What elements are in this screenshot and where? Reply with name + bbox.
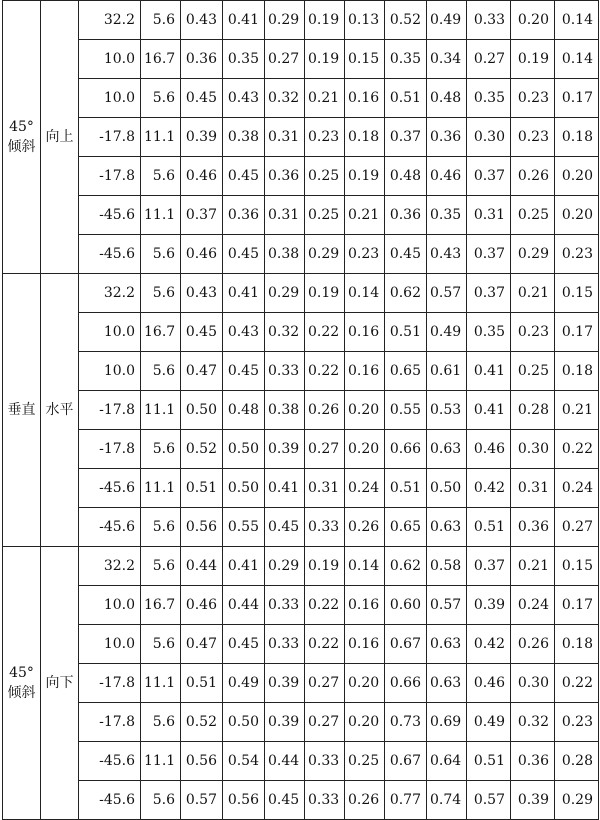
table-row: [3, 40, 599, 79]
table-cell: 0.41: [467, 391, 511, 430]
table-row: [3, 1, 599, 40]
table-cell: 0.36: [427, 118, 467, 157]
table-cell: 0.42: [467, 625, 511, 664]
table-cell: 0.67: [385, 742, 427, 781]
table-cell: 0.51: [467, 742, 511, 781]
table-cell: 0.27: [467, 40, 511, 79]
table-cell: 0.37: [181, 196, 223, 235]
table-cell: 0.21: [511, 274, 555, 313]
table-cell: 0.65: [385, 508, 427, 547]
table-cell: 0.20: [555, 196, 599, 235]
table-cell: 0.51: [181, 664, 223, 703]
table-cell: 0.36: [385, 196, 427, 235]
table-cell: 32.2: [79, 274, 141, 313]
table-cell: 0.50: [223, 703, 265, 742]
table-cell: 0.45: [223, 157, 265, 196]
table-cell: 5.6: [141, 79, 181, 118]
direction-label: 向下: [41, 547, 79, 820]
table-cell: -45.6: [79, 742, 141, 781]
table-cell: 0.58: [427, 547, 467, 586]
table-cell: 0.26: [305, 391, 345, 430]
table-cell: 0.56: [181, 508, 223, 547]
table-cell: 0.37: [467, 235, 511, 274]
table-cell: 0.29: [265, 547, 305, 586]
table-cell: 0.25: [345, 742, 385, 781]
table-cell: 5.6: [141, 625, 181, 664]
table-cell: 0.27: [555, 508, 599, 547]
table-cell: 0.24: [555, 469, 599, 508]
table-cell: 0.19: [305, 274, 345, 313]
table-cell: 0.74: [427, 781, 467, 820]
table-cell: 0.69: [427, 703, 467, 742]
table-cell: 0.50: [181, 391, 223, 430]
table-cell: 5.6: [141, 157, 181, 196]
table-cell: 0.14: [345, 547, 385, 586]
table-cell: 0.36: [181, 40, 223, 79]
table-cell: 0.46: [427, 157, 467, 196]
table-row: [3, 664, 599, 703]
table-cell: 0.57: [181, 781, 223, 820]
table-cell: 0.43: [181, 1, 223, 40]
table-row: [3, 586, 599, 625]
table-cell: 0.33: [265, 625, 305, 664]
table-cell: 0.18: [555, 625, 599, 664]
table-cell: 0.20: [555, 157, 599, 196]
table-cell: 0.53: [427, 391, 467, 430]
table-cell: 0.29: [305, 235, 345, 274]
table-cell: 0.19: [345, 157, 385, 196]
table-cell: 0.39: [181, 118, 223, 157]
table-cell: 10.0: [79, 625, 141, 664]
table-cell: 32.2: [79, 547, 141, 586]
table-cell: 16.7: [141, 586, 181, 625]
table-cell: 5.6: [141, 235, 181, 274]
table-cell: 0.27: [305, 430, 345, 469]
table-row: [3, 79, 599, 118]
table-cell: 0.35: [223, 40, 265, 79]
table-cell: 0.16: [345, 625, 385, 664]
table-cell: 0.26: [345, 508, 385, 547]
table-cell: 0.18: [555, 352, 599, 391]
table-cell: 0.14: [345, 274, 385, 313]
table-cell: 0.46: [467, 664, 511, 703]
table-cell: -17.8: [79, 118, 141, 157]
table-cell: 0.43: [181, 274, 223, 313]
table-cell: 0.45: [181, 79, 223, 118]
table-cell: 0.39: [265, 430, 305, 469]
table-cell: 32.2: [79, 1, 141, 40]
table-row: [3, 196, 599, 235]
table-cell: 0.45: [385, 235, 427, 274]
table-cell: 0.30: [511, 430, 555, 469]
table-cell: 0.25: [511, 352, 555, 391]
table-cell: 0.50: [427, 469, 467, 508]
table-cell: -17.8: [79, 391, 141, 430]
table-row: [3, 430, 599, 469]
table-cell: 0.17: [555, 586, 599, 625]
table-cell: 0.22: [555, 664, 599, 703]
table-cell: 0.38: [265, 391, 305, 430]
table-cell: 0.73: [385, 703, 427, 742]
table-row: [3, 469, 599, 508]
table-cell: 0.25: [305, 196, 345, 235]
table-cell: 0.49: [427, 1, 467, 40]
table-cell: 0.43: [223, 79, 265, 118]
table-cell: 0.21: [345, 196, 385, 235]
table-cell: 11.1: [141, 742, 181, 781]
table-row: [3, 703, 599, 742]
table-cell: 0.22: [305, 625, 345, 664]
table-cell: 0.26: [345, 781, 385, 820]
table-cell: 0.23: [555, 703, 599, 742]
table-cell: 0.29: [265, 274, 305, 313]
table-cell: 0.33: [265, 586, 305, 625]
table-cell: 0.49: [467, 703, 511, 742]
table-cell: 0.23: [555, 235, 599, 274]
table-cell: 0.51: [181, 469, 223, 508]
table-cell: 0.16: [345, 352, 385, 391]
table-cell: 5.6: [141, 547, 181, 586]
table-cell: 0.33: [467, 1, 511, 40]
table-cell: 0.22: [555, 430, 599, 469]
table-cell: 0.46: [181, 157, 223, 196]
table-cell: 0.41: [265, 469, 305, 508]
table-cell: 0.41: [223, 274, 265, 313]
table-cell: 0.55: [223, 508, 265, 547]
table-row: [3, 352, 599, 391]
table-cell: -17.8: [79, 157, 141, 196]
table-row: [3, 781, 599, 820]
table-cell: 0.45: [223, 352, 265, 391]
table-cell: 0.27: [305, 703, 345, 742]
table-cell: 0.24: [345, 469, 385, 508]
table-cell: 10.0: [79, 352, 141, 391]
table-cell: 0.57: [427, 586, 467, 625]
table-cell: 0.27: [305, 664, 345, 703]
table-cell: 0.48: [223, 391, 265, 430]
table-cell: -17.8: [79, 430, 141, 469]
table-cell: -45.6: [79, 469, 141, 508]
table-cell: 0.51: [467, 508, 511, 547]
table-cell: 0.33: [265, 352, 305, 391]
table-cell: 0.56: [181, 742, 223, 781]
table-cell: 10.0: [79, 313, 141, 352]
table-cell: 0.30: [511, 664, 555, 703]
table-cell: 11.1: [141, 469, 181, 508]
table-cell: 11.1: [141, 664, 181, 703]
table-cell: 0.37: [467, 547, 511, 586]
table-cell: 0.29: [511, 235, 555, 274]
table-cell: 0.23: [345, 235, 385, 274]
table-cell: 10.0: [79, 40, 141, 79]
table-cell: 0.41: [467, 352, 511, 391]
table-cell: 5.6: [141, 352, 181, 391]
table-cell: 0.61: [427, 352, 467, 391]
table-cell: 0.46: [181, 586, 223, 625]
table-row: [3, 157, 599, 196]
table-cell: 0.63: [427, 430, 467, 469]
table-cell: 0.45: [181, 313, 223, 352]
table-cell: 0.19: [511, 40, 555, 79]
table-cell: 0.54: [223, 742, 265, 781]
table-cell: 0.31: [265, 118, 305, 157]
table-cell: 0.20: [345, 664, 385, 703]
table-cell: 0.65: [385, 352, 427, 391]
table-cell: 0.37: [385, 118, 427, 157]
table-cell: 0.41: [223, 547, 265, 586]
table-cell: 0.43: [223, 313, 265, 352]
table-row: [3, 625, 599, 664]
table-cell: 0.14: [555, 1, 599, 40]
table-cell: 0.48: [427, 79, 467, 118]
table-row: [3, 547, 599, 586]
table-cell: 0.39: [511, 781, 555, 820]
table-cell: -45.6: [79, 196, 141, 235]
table-cell: 5.6: [141, 430, 181, 469]
table-cell: 0.32: [511, 703, 555, 742]
table-cell: 11.1: [141, 196, 181, 235]
table-cell: 0.26: [511, 625, 555, 664]
table-cell: 0.50: [223, 430, 265, 469]
table-cell: 0.17: [555, 79, 599, 118]
table-cell: 0.24: [511, 586, 555, 625]
table-cell: 0.16: [345, 586, 385, 625]
table-cell: 0.55: [385, 391, 427, 430]
table-cell: 0.67: [385, 625, 427, 664]
table-cell: -17.8: [79, 664, 141, 703]
table-cell: 0.57: [427, 274, 467, 313]
table-cell: 0.39: [265, 664, 305, 703]
table-cell: 0.23: [511, 118, 555, 157]
table-cell: 0.39: [265, 703, 305, 742]
orientation-label: 45° 倾斜: [3, 547, 41, 820]
table-cell: 0.36: [265, 157, 305, 196]
table-cell: 0.64: [427, 742, 467, 781]
table-cell: 10.0: [79, 79, 141, 118]
table-cell: 0.35: [467, 79, 511, 118]
table-cell: 16.7: [141, 313, 181, 352]
table-cell: 0.33: [305, 781, 345, 820]
table-cell: 10.0: [79, 586, 141, 625]
table-cell: 0.15: [555, 274, 599, 313]
table-cell: 0.49: [223, 664, 265, 703]
table-cell: 0.22: [305, 586, 345, 625]
table-cell: 0.52: [181, 703, 223, 742]
table-cell: 0.32: [265, 79, 305, 118]
table-cell: 0.50: [223, 469, 265, 508]
table-cell: 0.18: [555, 118, 599, 157]
table-cell: 0.63: [427, 625, 467, 664]
table-cell: 5.6: [141, 703, 181, 742]
table-cell: 0.20: [345, 703, 385, 742]
table-cell: 5.6: [141, 508, 181, 547]
table-cell: -45.6: [79, 781, 141, 820]
table-cell: 0.52: [181, 430, 223, 469]
table-cell: 0.66: [385, 430, 427, 469]
table-cell: 0.22: [305, 352, 345, 391]
table-cell: 0.16: [345, 313, 385, 352]
table-cell: 0.31: [305, 469, 345, 508]
table-cell: 5.6: [141, 274, 181, 313]
table-cell: 0.31: [511, 469, 555, 508]
orientation-label: 垂直: [3, 274, 41, 547]
table-cell: 0.23: [305, 118, 345, 157]
table-cell: 0.44: [265, 742, 305, 781]
table-cell: 0.22: [305, 313, 345, 352]
table-cell: 11.1: [141, 118, 181, 157]
table-cell: 0.25: [305, 157, 345, 196]
table-row: [3, 274, 599, 313]
table-cell: 0.66: [385, 664, 427, 703]
table-cell: 0.19: [305, 1, 345, 40]
table-cell: 0.52: [385, 1, 427, 40]
table-row: [3, 313, 599, 352]
table-cell: 0.38: [265, 235, 305, 274]
table-cell: 0.37: [467, 157, 511, 196]
table-cell: -45.6: [79, 235, 141, 274]
table-cell: 0.56: [223, 781, 265, 820]
table-cell: 16.7: [141, 40, 181, 79]
table-cell: -45.6: [79, 508, 141, 547]
direction-label: 向上: [41, 1, 79, 274]
table-cell: 0.21: [305, 79, 345, 118]
table-cell: 0.36: [511, 508, 555, 547]
table-cell: 0.60: [385, 586, 427, 625]
table-cell: 0.45: [223, 235, 265, 274]
table-cell: 0.25: [511, 196, 555, 235]
table-row: [3, 118, 599, 157]
table-cell: 0.45: [265, 508, 305, 547]
table-cell: 0.38: [223, 118, 265, 157]
table-cell: 0.17: [555, 313, 599, 352]
table-cell: 0.39: [467, 586, 511, 625]
table-cell: 0.35: [427, 196, 467, 235]
table-cell: 0.19: [305, 40, 345, 79]
table-cell: 0.35: [467, 313, 511, 352]
table-cell: 0.46: [181, 235, 223, 274]
table-cell: 0.37: [467, 274, 511, 313]
table-cell: 0.48: [385, 157, 427, 196]
orientation-label: 45° 倾斜: [3, 1, 41, 274]
table-cell: 0.15: [555, 547, 599, 586]
table-cell: 0.27: [265, 40, 305, 79]
table-cell: 0.45: [223, 625, 265, 664]
table-cell: 0.77: [385, 781, 427, 820]
table-cell: 0.34: [427, 40, 467, 79]
table-cell: 5.6: [141, 781, 181, 820]
table-cell: 0.62: [385, 547, 427, 586]
table-cell: 0.43: [427, 235, 467, 274]
table-cell: 0.20: [345, 430, 385, 469]
table-cell: 0.30: [467, 118, 511, 157]
table-cell: 0.23: [511, 79, 555, 118]
table-cell: 0.44: [181, 547, 223, 586]
table-cell: 0.57: [467, 781, 511, 820]
table-cell: 0.63: [427, 508, 467, 547]
table-cell: 0.31: [265, 196, 305, 235]
table-cell: 0.32: [265, 313, 305, 352]
table-cell: 0.21: [555, 391, 599, 430]
table-cell: 0.21: [511, 547, 555, 586]
table-cell: 0.42: [467, 469, 511, 508]
table-cell: 0.51: [385, 469, 427, 508]
table-cell: 0.13: [345, 1, 385, 40]
table-cell: 0.15: [345, 40, 385, 79]
table-cell: 0.41: [223, 1, 265, 40]
table-cell: 0.14: [555, 40, 599, 79]
table-cell: 0.44: [223, 586, 265, 625]
table-cell: 11.1: [141, 391, 181, 430]
table-cell: 0.62: [385, 274, 427, 313]
table-cell: 0.51: [385, 79, 427, 118]
table-cell: 0.23: [511, 313, 555, 352]
table-cell: 0.51: [385, 313, 427, 352]
table-row: [3, 391, 599, 430]
table-cell: 0.47: [181, 625, 223, 664]
table-cell: 0.36: [511, 742, 555, 781]
table-cell: -17.8: [79, 703, 141, 742]
table-cell: 0.16: [345, 79, 385, 118]
table-row: [3, 742, 599, 781]
table-cell: 0.20: [345, 391, 385, 430]
table-cell: 0.29: [265, 1, 305, 40]
table-cell: 0.29: [555, 781, 599, 820]
table-cell: 0.46: [467, 430, 511, 469]
table-cell: 0.20: [511, 1, 555, 40]
table-cell: 0.26: [511, 157, 555, 196]
table-cell: 0.35: [385, 40, 427, 79]
table-cell: 5.6: [141, 1, 181, 40]
table-cell: 0.18: [345, 118, 385, 157]
table-cell: 0.28: [511, 391, 555, 430]
data-table: [2, 0, 599, 820]
direction-label: 水平: [41, 274, 79, 547]
table-body: [3, 1, 599, 820]
table-cell: 0.28: [555, 742, 599, 781]
table-cell: 0.33: [305, 508, 345, 547]
table-cell: 0.63: [427, 664, 467, 703]
table-cell: 0.49: [427, 313, 467, 352]
table-cell: 0.31: [467, 196, 511, 235]
table-cell: 0.45: [265, 781, 305, 820]
table-row: [3, 235, 599, 274]
table-row: [3, 508, 599, 547]
table-cell: 0.33: [305, 742, 345, 781]
table-cell: 0.36: [223, 196, 265, 235]
table-cell: 0.19: [305, 547, 345, 586]
table-cell: 0.47: [181, 352, 223, 391]
